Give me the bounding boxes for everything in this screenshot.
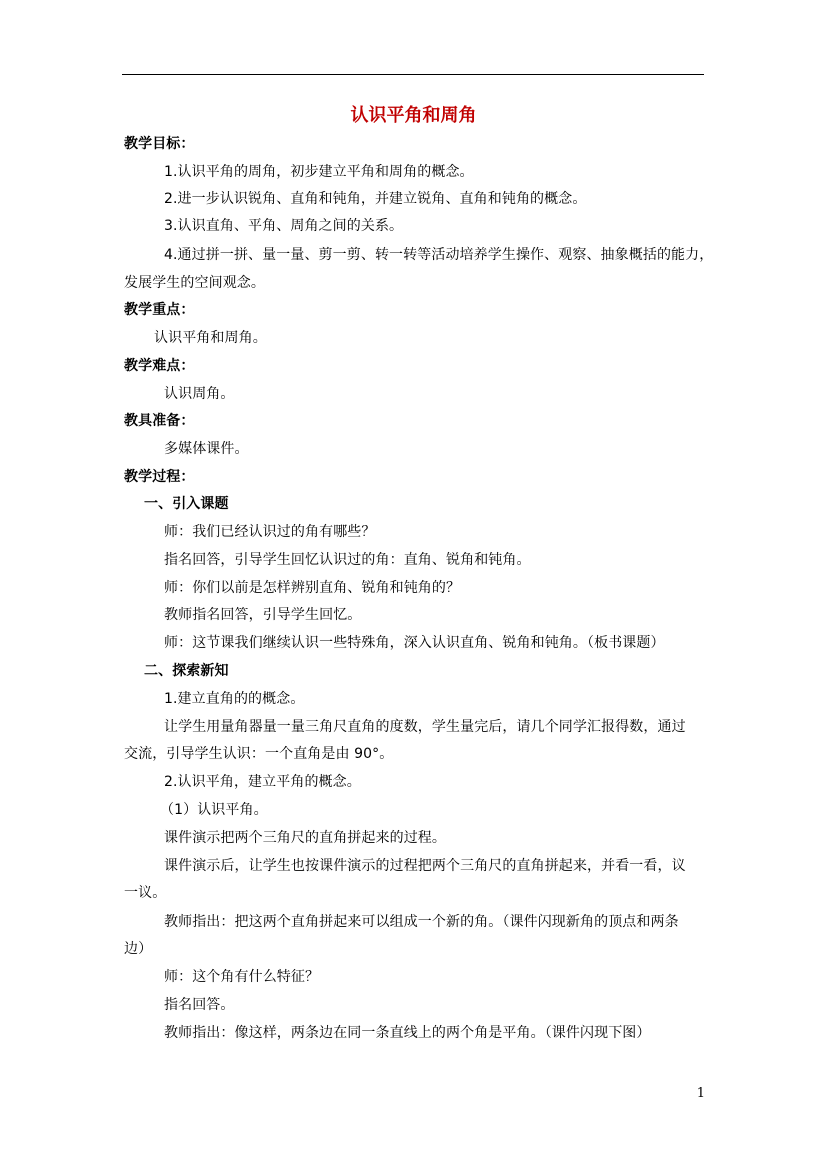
section-2-line: 交流，引导学生认识：一个直角是由 90°。 [124, 746, 394, 762]
objective-item-4: 4.通过拼一拼、量一量、剪一剪、转一转等活动培养学生操作、观察、抽象概括的能力， [164, 247, 714, 263]
materials-heading: 教具准备： [124, 413, 195, 429]
section-2-line: 2.认识平角，建立平角的概念。 [164, 774, 361, 790]
objective-item-3: 3.认识直角、平角、周角之间的关系。 [164, 218, 404, 234]
objectives-heading: 教学目标： [124, 136, 195, 152]
key-point-text: 认识平角和周角。 [154, 330, 267, 346]
section-1-line: 师：我们已经认识过的角有哪些？ [164, 524, 376, 540]
section-2-line: 一议。 [124, 885, 167, 901]
section-1-line: 指名回答，引导学生回忆认识过的角：直角、锐角和钝角。 [164, 552, 531, 568]
key-point-heading: 教学重点： [124, 302, 195, 318]
objective-item-4-cont: 发展学生的空间观念。 [124, 275, 265, 291]
process-heading: 教学过程： [124, 469, 195, 485]
difficulty-text: 认识周角。 [164, 386, 235, 402]
section-2-line: （1）认识平角。 [160, 802, 268, 818]
page-number: 1 [696, 1086, 705, 1101]
section-2-heading: 二、探索新知 [144, 663, 229, 679]
objective-item-1: 1.认识平角的周角，初步建立平角和周角的概念。 [164, 164, 474, 180]
section-2-line: 课件演示后，让学生也按课件演示的过程把两个三角尺的直角拼起来，并看一看，议 [164, 858, 686, 874]
section-1-line: 教师指名回答，引导学生回忆。 [164, 607, 362, 623]
section-2-line: 指名回答。 [164, 997, 235, 1013]
section-1-line: 师：这节课我们继续认识一些特殊角，深入认识直角、锐角和钝角。（板书课题） [164, 635, 665, 651]
section-2-line: 1.建立直角的的概念。 [164, 691, 305, 707]
section-2-line: 师：这个角有什么特征？ [164, 969, 320, 985]
section-2-line: 让学生用量角器量一量三角尺直角的度数，学生量完后，请几个同学汇报得数，通过 [164, 719, 686, 735]
section-2-line: 教师指出：像这样，两条边在同一条直线上的两个角是平角。（课件闪现下图） [164, 1025, 651, 1041]
section-1-heading: 一、引入课题 [144, 496, 229, 512]
section-2-line: 边） [124, 941, 153, 957]
section-2-line: 课件演示把两个三角尺的直角拼起来的过程。 [164, 830, 446, 846]
header-rule [122, 74, 704, 75]
objective-item-2: 2.进一步认识锐角、直角和钝角，并建立锐角、直角和钝角的概念。 [164, 191, 587, 207]
document-title: 认识平角和周角 [350, 105, 477, 126]
section-2-line: 教师指出：把这两个直角拼起来可以组成一个新的角。（课件闪现新角的顶点和两条 [164, 914, 679, 930]
materials-text: 多媒体课件。 [164, 441, 249, 457]
difficulty-heading: 教学难点： [124, 358, 195, 374]
section-1-line: 师：你们以前是怎样辨别直角、锐角和钝角的？ [164, 580, 461, 596]
